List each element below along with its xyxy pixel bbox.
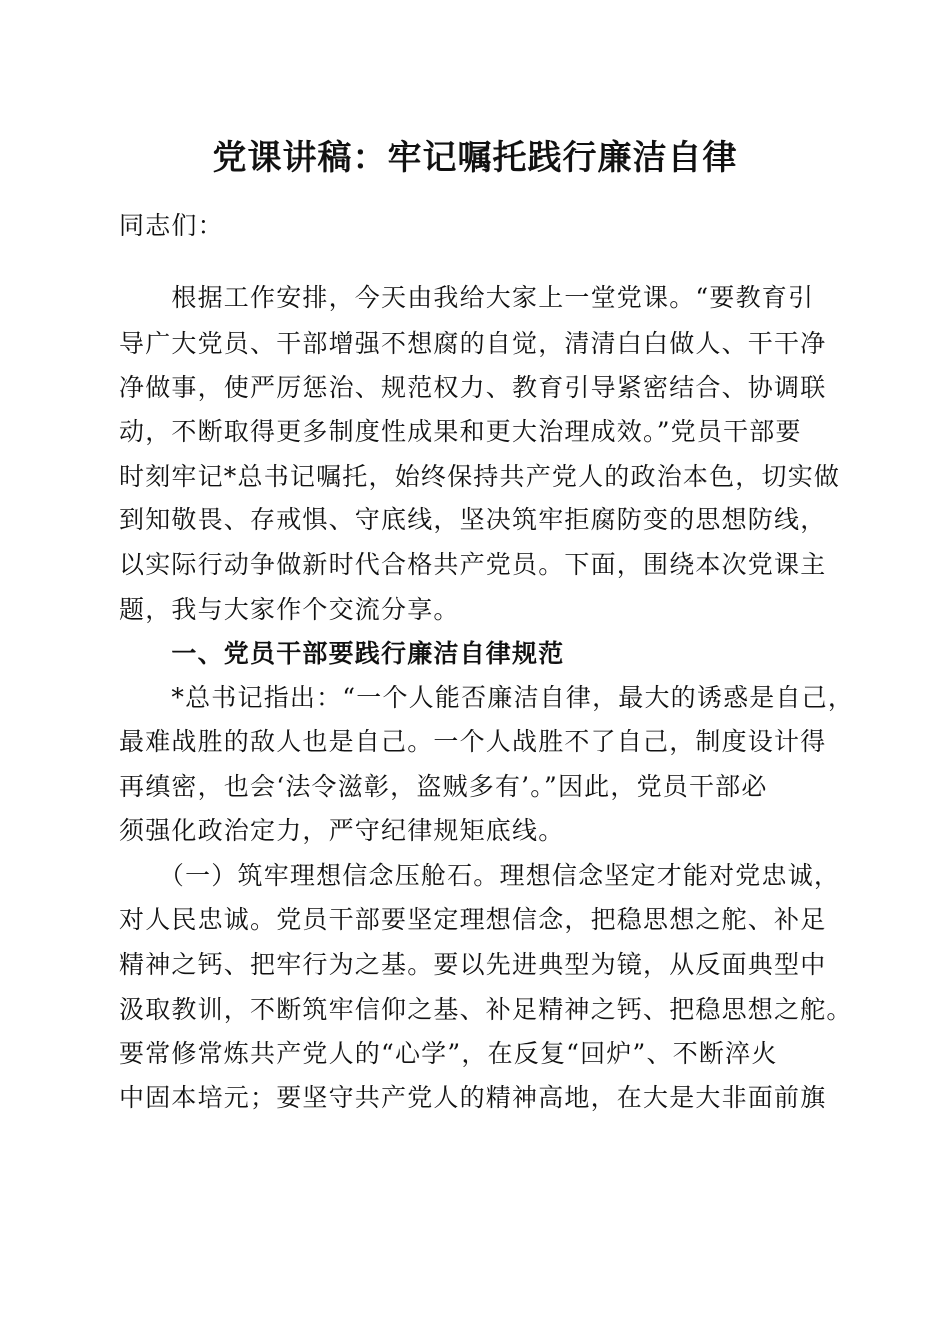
body-line: 再缜密，也会‘法令滋彰，盗贼多有’。”因此，党员干部必	[119, 772, 768, 801]
document-title: 党课讲稿：牢记嘱托践行廉洁自律	[212, 138, 738, 178]
body-line: 时刻牢记*总书记嘱托，始终保持共产党人的政治本色，切实做	[119, 462, 841, 491]
body-line: 最难战胜的敌人也是自己。一个人战胜不了自己，制度设计得	[119, 727, 827, 756]
body-line: 导广大党员、干部增强不想腐的自觉，清清白白做人、干干净	[119, 329, 827, 358]
body-line: 以实际行动争做新时代合格共产党员。下面，围绕本次党课主	[119, 550, 827, 579]
body-line: 汲取教训，不断筑牢信仰之基、补足精神之钙、把稳思想之舵。	[119, 995, 853, 1024]
body-line: 动，不断取得更多制度性成果和更大治理成效。”党员干部要	[119, 417, 802, 446]
body-line: 须强化政治定力，严守纪律规矩底线。	[119, 816, 565, 845]
body-line: 要常修常炼共产党人的“心学”，在反复“回炉”、不断淬火	[119, 1039, 778, 1068]
body-line: 到知敬畏、存戒惧、守底线，坚决筑牢拒腐防变的思想防线，	[119, 505, 827, 534]
body-line: 精神之钙、把牢行为之基。要以先进典型为镜，从反面典型中	[119, 950, 827, 979]
body-line: （一）筑牢理想信念压舱石。理想信念坚定才能对党忠诚，	[119, 861, 841, 890]
body-line: 中固本培元；要坚守共产党人的精神高地，在大是大非面前旗	[119, 1083, 827, 1112]
body-line: 题，我与大家作个交流分享。	[119, 595, 460, 624]
body-line: 根据工作安排，今天由我给大家上一堂党课。“要教育引	[119, 283, 815, 312]
body-line: 对人民忠诚。党员干部要坚定理想信念，把稳思想之舵、补足	[119, 905, 827, 934]
section-heading: 一、党员干部要践行廉洁自律规范	[119, 639, 565, 668]
body-line: 净做事，使严厉惩治、规范权力、教育引导紧密结合、协调联	[119, 373, 827, 402]
body-line: *总书记指出：“一个人能否廉洁自律，最大的诱惑是自己，	[119, 683, 855, 712]
greeting: 同志们：	[119, 211, 224, 240]
